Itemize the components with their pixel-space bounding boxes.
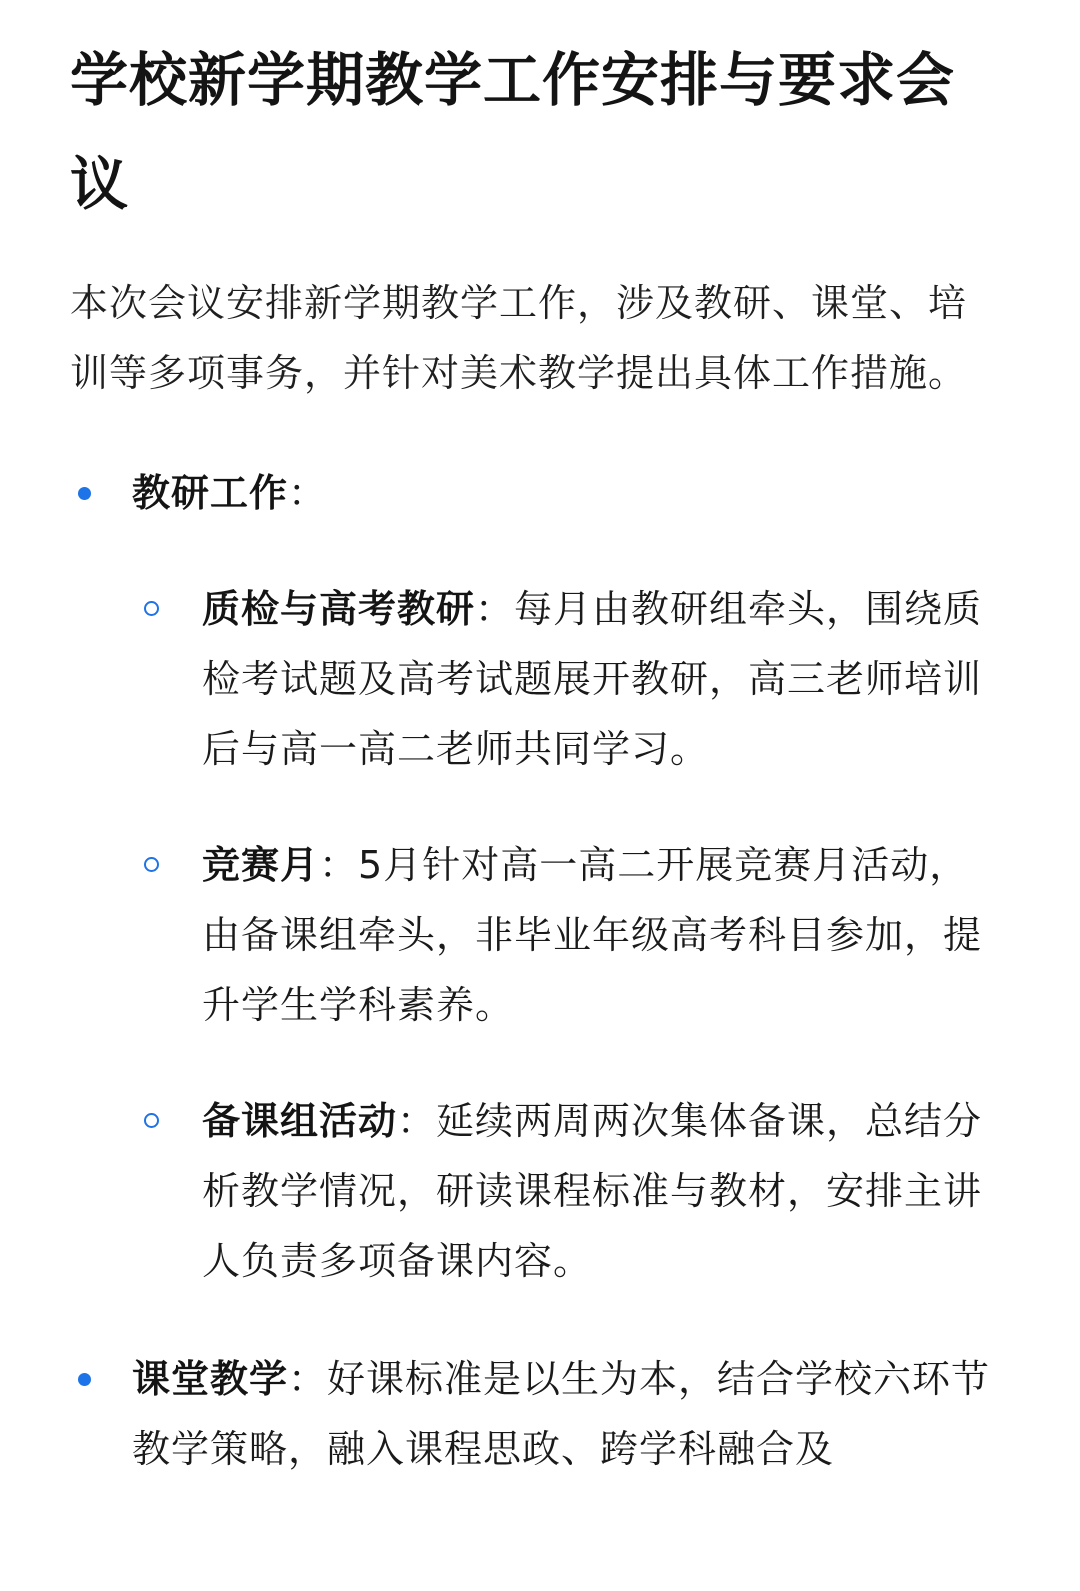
subsection-item-quality-exam-research bbox=[140, 574, 1005, 784]
section-label: 课堂教学 bbox=[132, 1357, 289, 1401]
subsection-list bbox=[140, 574, 1005, 1296]
section-list bbox=[70, 458, 1005, 1484]
subsection-text: 5月针对高一高二开展竞赛月活动，由备课组牵头，非毕业年级高考科目参加，提升学生学科素养。 bbox=[202, 843, 983, 1027]
label-separator: ： bbox=[475, 587, 515, 631]
subsection-label: 备课组活动 bbox=[202, 1099, 398, 1143]
label-separator: ： bbox=[288, 1357, 328, 1401]
intro-paragraph: 本次会议安排新学期教学工作，涉及教研、课堂、培训等多项事务，并针对美术教学提出具体工作措施。 bbox=[70, 281, 968, 395]
hollow-bullet-icon bbox=[144, 601, 159, 616]
subsection-item-competition-month bbox=[140, 830, 1005, 1040]
label-separator: ： bbox=[319, 843, 359, 887]
label-separator: ： bbox=[397, 1099, 437, 1143]
hollow-bullet-icon bbox=[144, 857, 159, 872]
section-text: 好课标准是以生为本，结合学校六环节教学策略，融入课程思政、跨学科融合及 bbox=[132, 1357, 991, 1471]
subsection-text: 延续两周两次集体备课，总结分析教学情况，研读课程标准与教材，安排主讲人负责多项备课内容。 bbox=[202, 1099, 983, 1283]
hollow-bullet-icon bbox=[144, 1113, 159, 1128]
label-separator: ： bbox=[288, 471, 328, 515]
filled-bullet-icon bbox=[78, 487, 91, 500]
subsection-label: 竞赛月 bbox=[202, 843, 320, 887]
section-label: 教研工作 bbox=[132, 471, 289, 515]
subsection-label: 质检与高考教研 bbox=[202, 587, 476, 631]
subsection-item-lesson-prep-group bbox=[140, 1086, 1005, 1296]
subsection-text: 每月由教研组牵头，围绕质检考试题及高考试题展开教研，高三老师培训后与高一高二老师共同学习。 bbox=[202, 587, 983, 771]
section-item-classroom-teaching bbox=[70, 1344, 1005, 1484]
filled-bullet-icon bbox=[78, 1373, 91, 1386]
page-title: 学校新学期教学工作安排与要求会议 bbox=[70, 46, 956, 218]
document bbox=[70, 28, 1005, 1484]
section-item-teaching-research bbox=[70, 458, 1005, 1296]
